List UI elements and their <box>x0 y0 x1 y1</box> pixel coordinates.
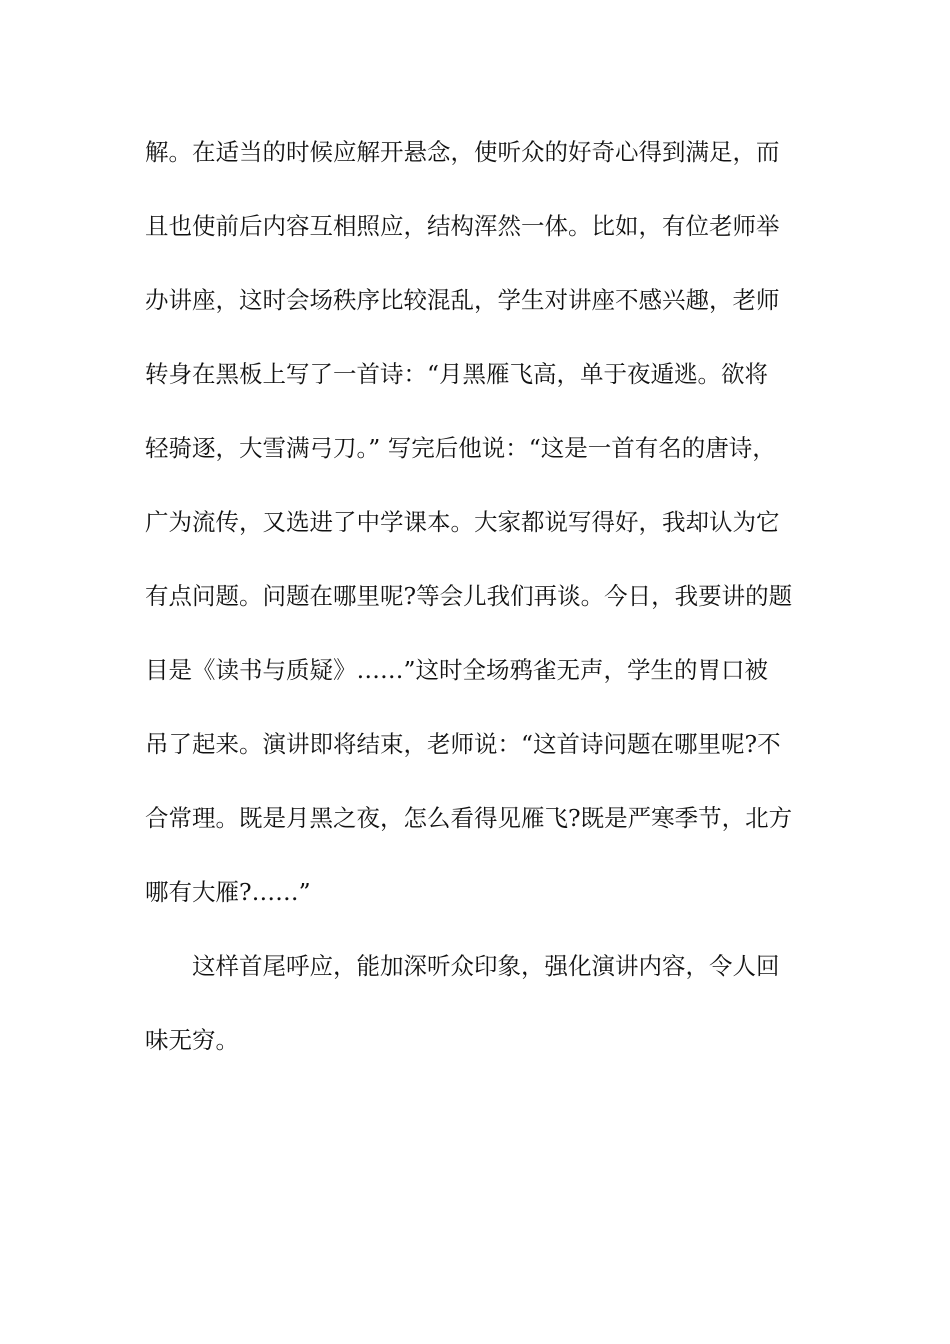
text-line: 且也使前后内容互相照应，结构浑然一体。比如，有位老师举 <box>145 212 780 240</box>
paragraph-2 <box>145 941 810 1089</box>
text-line: 有点问题。问题在哪里呢?等会儿我们再谈。今日，我要讲的题 <box>145 582 793 610</box>
text-line: 轻骑逐，大雪满弓刀。” 写完后他说：“这是一首有名的唐诗， <box>145 434 776 462</box>
text-line: 办讲座，这时会场秩序比较混乱，学生对讲座不感兴趣，老师 <box>145 286 780 314</box>
body-text <box>145 127 810 1089</box>
text-line: 这样首尾呼应，能加深听众印象，强化演讲内容，令人回 <box>192 952 780 980</box>
text-line: 吊了起来。演讲即将结束，老师说：“这首诗问题在哪里呢?不 <box>145 730 781 758</box>
text-line: 味无穷。 <box>145 1026 239 1054</box>
text-line: 广为流传，又选进了中学课本。大家都说写得好，我却认为它 <box>145 508 780 536</box>
paragraph-1 <box>145 127 810 941</box>
text-line: 哪有大雁?……” <box>145 878 311 906</box>
text-line: 目是《读书与质疑》……”这时全场鸦雀无声，学生的胃口被 <box>145 656 769 684</box>
text-line: 解。在适当的时候应解开悬念，使听众的好奇心得到满足，而 <box>145 138 780 166</box>
text-line: 合常理。既是月黑之夜，怎么看得见雁飞?既是严寒季节，北方 <box>145 804 793 832</box>
text-line: 转身在黑板上写了一首诗：“月黑雁飞高，单于夜遁逃。欲将 <box>145 360 769 388</box>
